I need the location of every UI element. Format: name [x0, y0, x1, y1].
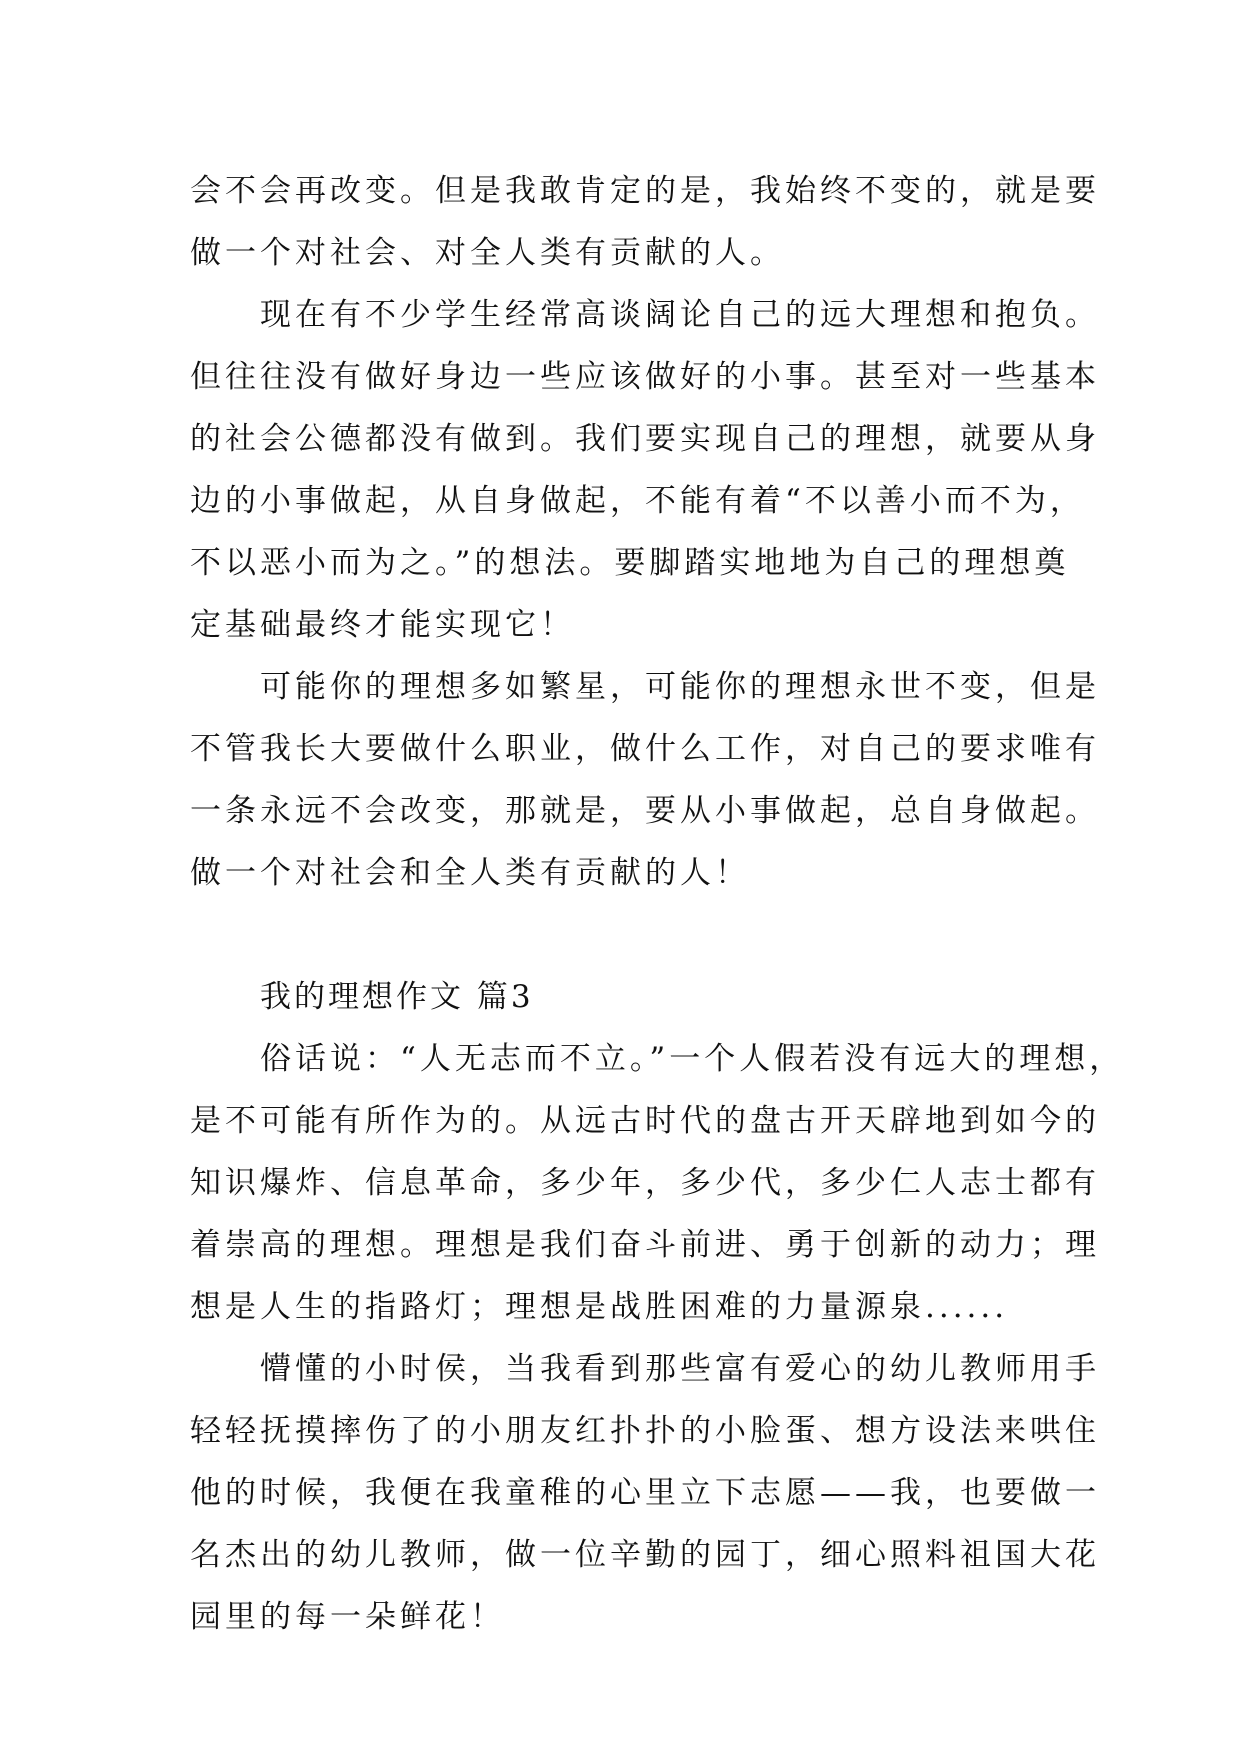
text-line: 想是人生的指路灯；理想是战胜困难的力量源泉...... [190, 1289, 1009, 1325]
text-line: 轻轻抚摸摔伤了的小朋友红扑扑的小脸蛋、想方设法来哄住 [190, 1413, 1100, 1449]
text-line: 现在有不少学生经常高谈阔论自己的远大理想和抱负。 [260, 297, 1100, 333]
paragraph-proverb [190, 1028, 1125, 1338]
text-line: 懵懂的小时侯，当我看到那些富有爱心的幼儿教师用手 [260, 1351, 1100, 1387]
text-line: 做一个对社会和全人类有贡献的人！ [190, 855, 750, 891]
text-line: 一条永远不会改变，那就是，要从小事做起，总自身做起。 [190, 793, 1100, 829]
text-line: 是不可能有所作为的。从远古时代的盘古开天辟地到如今的 [190, 1103, 1100, 1139]
text-line: 俗话说：“人无志而不立。”一个人假若没有远大的理想， [260, 1041, 1125, 1077]
text-line: 但往往没有做好身边一些应该做好的小事。甚至对一些基本 [190, 359, 1100, 395]
text-line: 定基础最终才能实现它！ [190, 607, 575, 643]
text-line: 知识爆炸、信息革命，多少年，多少代，多少仁人志士都有 [190, 1165, 1100, 1201]
section-heading: 我的理想作文 篇3 [260, 979, 534, 1015]
text-line: 的社会公德都没有做到。我们要实现自己的理想，就要从身 [190, 421, 1100, 457]
text-line: 他的时候，我便在我童稚的心里立下志愿——我，也要做一 [190, 1475, 1100, 1511]
paragraph-conclusion [190, 656, 1100, 904]
text-line: 着崇高的理想。理想是我们奋斗前进、勇于创新的动力；理 [190, 1227, 1100, 1263]
paragraph-childhood [190, 1338, 1100, 1648]
text-line: 园里的每一朵鲜花！ [190, 1599, 505, 1635]
text-line: 名杰出的幼儿教师，做一位辛勤的园丁，细心照料祖国大花 [190, 1537, 1100, 1573]
paragraph-ideals-talk [190, 284, 1100, 656]
text-line: 不以恶小而为之。”的想法。要脚踏实地地为自己的理想奠 [190, 545, 1070, 581]
text-line: 边的小事做起，从自身做起，不能有着“不以善小而不为， [190, 483, 1085, 519]
document-body [190, 160, 1125, 1648]
paragraph-continuation [190, 160, 1100, 284]
text-line: 可能你的理想多如繁星，可能你的理想永世不变，但是 [260, 669, 1100, 705]
text-line: 做一个对社会、对全人类有贡献的人。 [190, 235, 785, 271]
text-line: 会不会再改变。但是我敢肯定的是，我始终不变的，就是要 [190, 173, 1100, 209]
section-spacer [190, 904, 1050, 966]
text-line: 不管我长大要做什么职业，做什么工作，对自己的要求唯有 [190, 731, 1100, 767]
